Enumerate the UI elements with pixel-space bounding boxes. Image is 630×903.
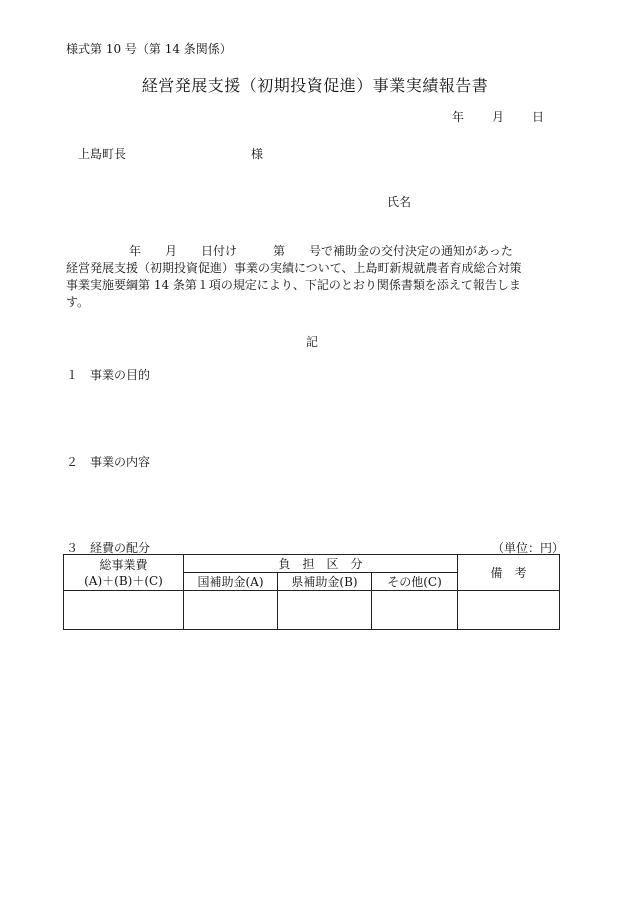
other-header: その他(C) <box>372 573 458 591</box>
section-purpose: １ 事業の目的 <box>66 368 151 382</box>
ki-heading: 記 <box>306 335 319 349</box>
date-day: 日 <box>532 110 545 124</box>
burden-header: 負 担 区 分 <box>184 555 458 573</box>
total-cost-cell[interactable] <box>64 591 184 630</box>
date-year: 年 <box>452 110 465 124</box>
body-line-1: 年 月 日付け 第 号で補助金の交付決定の通知があった <box>129 244 513 258</box>
remarks-header: 備 考 <box>458 555 560 591</box>
total-cost-header <box>64 555 184 591</box>
national-subsidy-cell[interactable] <box>184 591 278 630</box>
other-cell[interactable] <box>372 591 458 630</box>
prefecture-subsidy-header: 県補助金(B) <box>278 573 372 591</box>
body-line-4: す。 <box>66 295 90 309</box>
unit-note: （単位：円） <box>492 541 565 555</box>
national-subsidy-header: 国補助金(A) <box>184 573 278 591</box>
remarks-cell[interactable] <box>458 591 560 630</box>
body-line-3: 事業実施要綱第 14 条第１項の規定により、下記のとおり関係書類を添えて報告しま <box>66 278 521 292</box>
prefecture-subsidy-cell[interactable] <box>278 591 372 630</box>
date-line <box>452 108 544 125</box>
addressee-suffix: 様 <box>251 147 264 161</box>
expense-table <box>63 554 560 630</box>
name-label: 氏名 <box>387 195 412 209</box>
addressee: 上島町長 <box>78 147 127 161</box>
form-number: 様式第 10 号（第 14 条関係） <box>66 42 232 56</box>
section-expense: ３ 経費の配分 <box>66 541 151 555</box>
document-title: 経営発展支援（初期投資促進）事業実績報告書 <box>141 76 489 95</box>
body-line-2: 経営発展支援（初期投資促進）事業の実績について、上島町新規就農者育成総合対策 <box>66 261 522 275</box>
date-month: 月 <box>492 110 505 124</box>
total-cost-formula: (A)＋(B)＋(C) <box>84 573 163 588</box>
table-row <box>64 591 560 630</box>
total-cost-label: 総事業費 <box>99 557 148 572</box>
section-content: ２ 事業の内容 <box>66 455 151 469</box>
report-body <box>66 243 560 311</box>
